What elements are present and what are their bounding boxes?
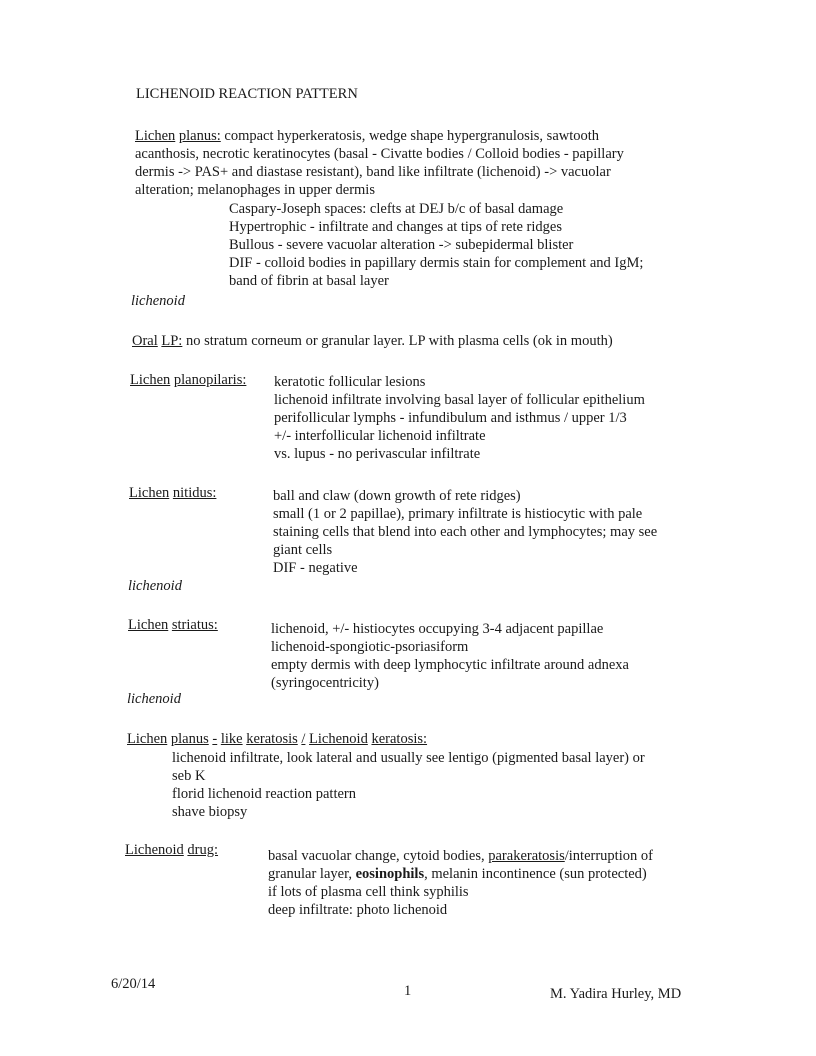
text-line: dermis -> PAS+ and diastase resistant), band like infiltrate (lichenoid) -> vacuolar [135,164,611,180]
text-line: empty dermis with deep lymphocytic infiltrate around adnexa [271,657,629,673]
lichen-planus-subitems [229,200,643,290]
text-line: lichenoid infiltrate involving basal layer of follicular epithelium [274,392,645,408]
text-line: shave biopsy [172,804,248,820]
lichen-planopilaris-heading [130,371,246,389]
text-line: florid lichenoid reaction pattern [172,786,356,802]
heading-word: LP: [161,333,183,349]
text-line: perifollicular lymphs - infundibulum and isthmus / upper 1/3 [274,410,627,426]
text-span: basal vacuolar change, cytoid bodies, [268,848,489,864]
heading-word: Lichen [129,485,170,501]
bold-term: eosinophils [355,866,425,882]
footer-date: 6/20/14 [111,976,156,992]
lichen-striatus-body [271,620,629,692]
lichenoid-drug-body [268,847,653,919]
lichenoid-tag: lichenoid [128,578,182,594]
heading-word: striatus: [171,617,218,633]
lichen-striatus-heading [128,616,218,634]
heading-word: Lichen [128,617,169,633]
heading-word: planopilaris: [173,372,247,388]
text-line [268,847,653,865]
text-line: keratotic follicular lesions [274,374,426,390]
lichen-planus-line-1 [135,127,599,145]
heading-word: drug: [187,842,219,858]
lichen-planopilaris-body [274,373,645,463]
underlined-term: parakeratosis [488,848,565,864]
heading-word: Oral [132,333,158,349]
heading-word: nitidus: [172,485,217,501]
text-line: DIF - negative [273,560,358,576]
lplk-body [172,749,645,821]
lichen-planus-body [135,145,624,199]
heading-word: Lichenoid [125,842,184,858]
text-span: /interruption of [564,848,653,864]
heading-word: Lichenoid [309,731,368,747]
text-line: small (1 or 2 papillae), primary infiltrate is histiocytic with pale [273,506,643,522]
lichenoid-tag: lichenoid [131,293,185,309]
heading-word: / [301,731,306,747]
text-line [268,865,653,883]
heading-word: keratosis [246,731,298,747]
footer-page-number: 1 [404,983,412,999]
heading-word: like [220,731,243,747]
heading-word: Lichen [127,731,168,747]
lichenoid-tag: lichenoid [127,691,181,707]
text-line: lichenoid infiltrate, look lateral and usually see lentigo (pigmented basal layer) or [172,750,645,766]
text-line: Bullous - severe vacuolar alteration -> subepidermal blister [229,237,574,253]
text-line: DIF - colloid bodies in papillary dermis stain for complement and IgM; [229,255,644,271]
text-line: lichenoid, +/- histiocytes occupying 3-4 adjacent papillae [271,621,604,637]
text-span: granular layer, [268,866,356,882]
text-line: lichenoid-spongiotic-psoriasiform [271,639,469,655]
heading-word: Lichen [130,372,171,388]
text-line: +/- interfollicular lichenoid infiltrate [274,428,486,444]
text-line: Caspary-Joseph spaces: clefts at DEJ b/c of basal damage [229,201,564,217]
text-line: (syringocentricity) [271,675,379,691]
text-line: deep infiltrate: photo lichenoid [268,902,448,918]
heading-word: - [212,731,218,747]
text-line: seb K [172,768,206,784]
text-line: Hypertrophic - infiltrate and changes at tips of rete ridges [229,219,562,235]
page-title: LICHENOID REACTION PATTERN [136,86,358,102]
lichenoid-drug-heading [125,841,218,859]
lichen-nitidus-body [273,487,657,577]
lplk-heading [127,730,427,748]
text-span: compact hyperkeratosis, wedge shape hypergranulosis, sawtooth [220,128,600,144]
text-line: vs. lupus - no perivascular infiltrate [274,446,481,462]
text-span: , melanin incontinence (sun protected) [424,866,647,882]
footer-author: M. Yadira Hurley, MD [550,986,682,1002]
lichen-nitidus-heading [129,484,216,502]
heading-word: keratosis: [371,731,428,747]
oral-lp-line [132,332,613,350]
text-line: alteration; melanophages in upper dermis [135,182,375,198]
text-line: ball and claw (down growth of rete ridges) [273,488,521,504]
text-line: if lots of plasma cell think syphilis [268,884,469,900]
heading-word: planus: [178,128,221,144]
text-line: staining cells that blend into each other and lymphocytes; may see [273,524,658,540]
heading-word: Lichen [135,128,176,144]
heading-word: planus [170,731,209,747]
text-line: giant cells [273,542,333,558]
text-span: no stratum corneum or granular layer. LP with plasma cells (ok in mouth) [182,333,613,349]
text-line: acanthosis, necrotic keratinocytes (basal - Civatte bodies / Colloid bodies - papillary [135,146,624,162]
text-line: band of fibrin at basal layer [229,273,389,289]
